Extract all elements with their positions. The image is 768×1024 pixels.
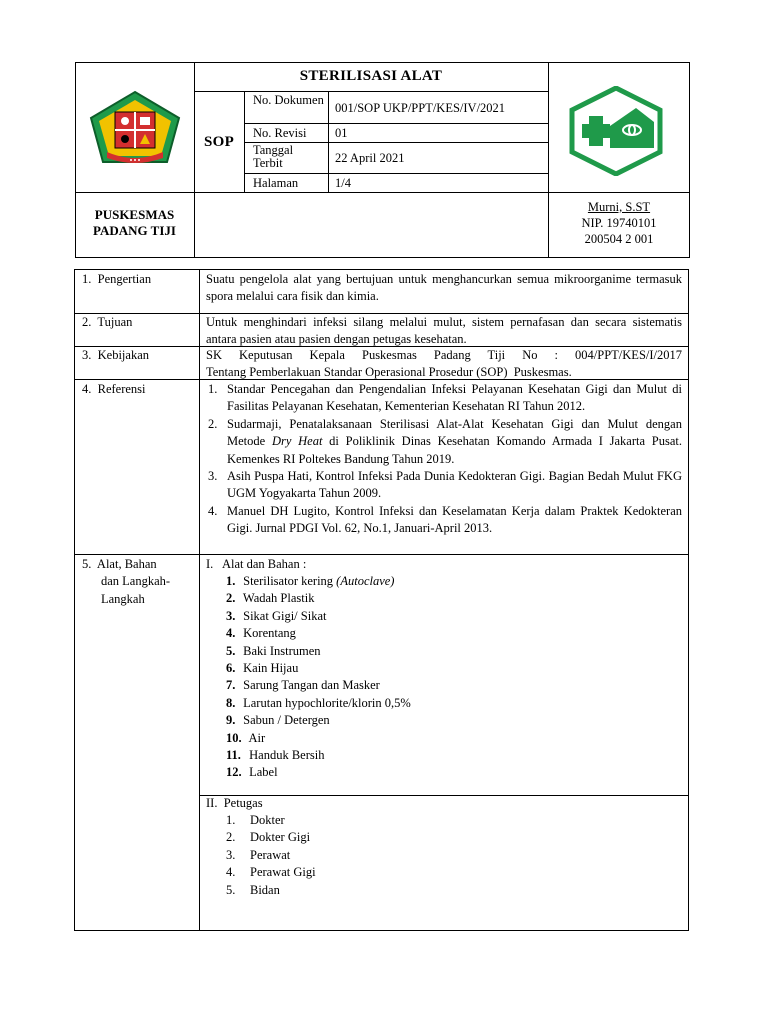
alat-item: 1. Sterilisator kering (Autoclave) [226,574,395,588]
petugas-item: 1. Dokter [226,813,285,827]
puskesmas-logo-icon [568,86,664,176]
label-halaman: Halaman [253,176,299,190]
alat-item: 7. Sarung Tangan dan Masker [226,678,380,693]
text-kebijakan: SK Keputusan Kepala Puskesmas Padang Tiji No : 004/PPT/KES/I/2017 Tentang Pemberlakuan Standar Operasional Prosedur (SOP) Puskesmas. [206,348,682,380]
alat-item: 12. Label [226,765,278,780]
alat-item: 4. Korentang [226,626,296,641]
alat-item: 2. Wadah Plastik [226,591,315,606]
label-tanggal-terbit: Tanggal Terbit [253,143,294,170]
signer-name: Murni, S.ST [587,200,651,214]
value-no-revisi: 01 [335,126,348,140]
value-no-dokumen: 001/SOP UKP/PPT/KES/IV/2021 [335,101,506,115]
document-title: STERILISASI ALAT [299,68,443,84]
alat-item: 9. Sabun / Detergen [226,713,330,728]
alat-item: 11. Handuk Bersih [226,748,325,763]
petugas-item: 5. Bidan [226,882,280,897]
petugas-item: 3. Perawat [226,847,291,862]
label-pengertian: 1. Pengertian [82,272,152,286]
alat-list [226,573,411,782]
petugas-list [226,812,316,899]
government-logo-icon [87,90,183,166]
text-pengertian: Suatu pengelola alat yang bertujuan untuk menghancurkan semua mikroorganime termasuk spora melalui cara fisik dan kimia. [206,272,682,304]
label-no-dokumen: No. Dokumen [253,93,324,107]
alat-item: 6. Kain Hijau [226,661,299,676]
referensi-item: 1. Standar Pencegahan dan Pengendalian Infeksi Pelayanan Kesehatan Gigi dan Mulut di Fasilitas Pelayanan Kesehatan, Kementerian Kesehatan RI Tahun 2012. [208,382,682,414]
signer-nip-1: NIP. 19740101 [581,216,657,230]
label-referensi: 4. Referensi [82,382,146,396]
label-no-revisi: No. Revisi [253,126,307,140]
label-kebijakan: 3. Kebijakan [82,348,149,362]
alat-item: 3. Sikat Gigi/ Sikat [226,608,327,623]
label-alat: 5. Alat, Bahan dan Langkah- Langkah [82,557,171,606]
alat-item: 10. Air [226,730,266,745]
alat-item: 8. Larutan hypochlorite/klorin 0,5% [226,695,411,710]
sop-label: SOP [203,134,235,150]
text-tujuan: Untuk menghindari infeksi silang melalui mulut, sistem pernafasan dan secara sistematis antara pasien atau pasien dengan petugas kesehatan. [206,315,682,347]
org-name: PUSKESMAS PADANG TIJI [93,207,176,238]
referensi-item: 4. Manuel DH Lugito, Kontrol Infeksi dan Keselamatan Kerja dalam Praktek Kedokteran Gigi. Jurnal PDGI Vol. 62, No.1, Januari-April 2013. [208,503,682,536]
signer-block [548,199,690,247]
value-halaman: 1/4 [335,176,351,190]
referensi-item: 2. Sudarmaji, Penatalaksanaan Sterilisasi Alat-Alat Kesehatan Gigi dan Mulut dengan Metode Dry Heat di Poliklinik Dinas Kesehatan Komando Armada I Jakarta Pusat. Kemenkes RI Poltekes Bandung Tahun 2019. [208,416,682,466]
petugas-item: 4. Perawat Gigi [226,865,316,880]
value-tanggal-terbit: 22 April 2021 [335,151,405,165]
referensi-item: 3. Asih Puspa Hati, Kontrol Infeksi Pada Dunia Kedokteran Gigi. Bagian Bedah Mulut FKG UGM Yogyakarta Tahun 2009. [208,469,682,501]
signer-nip-2: 200504 2 001 [584,232,654,246]
alat-item: 5. Baki Instrumen [226,643,321,658]
label-tujuan: 2. Tujuan [82,315,133,329]
petugas-heading: II. Petugas [206,796,263,810]
referensi-list [206,381,682,538]
alat-heading: I. Alat dan Bahan : [206,557,307,571]
petugas-item: 2. Dokter Gigi [226,830,311,845]
